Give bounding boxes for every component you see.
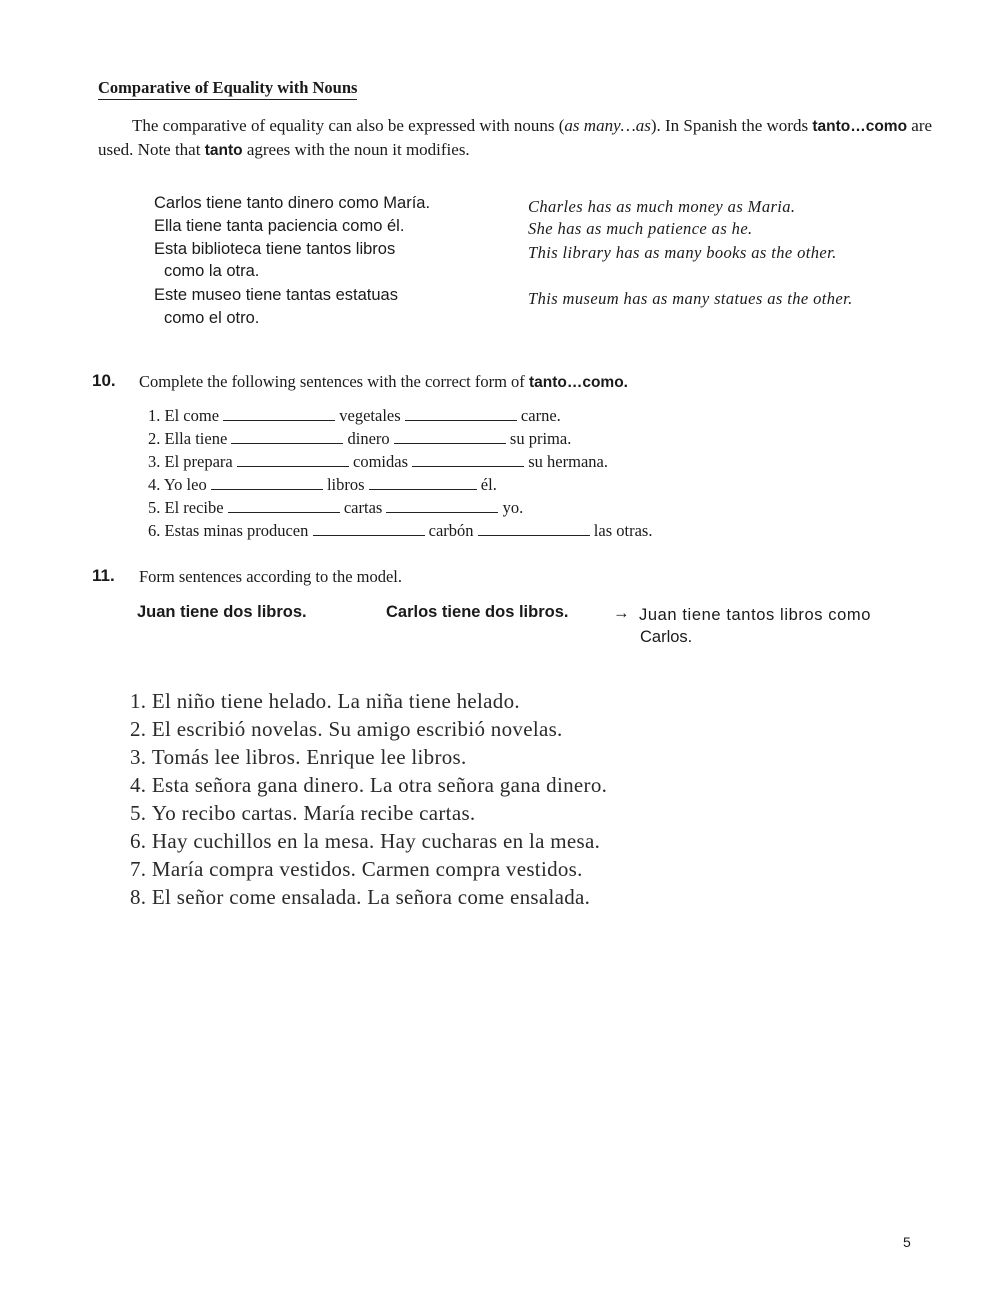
fill-item-4 bbox=[148, 475, 497, 495]
answer-blank[interactable] bbox=[313, 523, 425, 536]
example-es-1: Carlos tiene tanto dinero como María. bbox=[154, 194, 431, 212]
sentence-item-4 bbox=[130, 773, 607, 798]
section-heading: Comparative of Equality with Nouns bbox=[98, 78, 357, 100]
example-en-2: She has as much patience as he. bbox=[528, 219, 753, 238]
sentence-item-6 bbox=[130, 829, 600, 854]
exercise-10-instruction-text: Complete the following sentences with the correct form of bbox=[139, 372, 529, 391]
item-part-c: su prima. bbox=[509, 429, 572, 448]
intro-text-3: are used. Note that bbox=[98, 116, 933, 159]
fill-item-3 bbox=[148, 452, 608, 472]
item-number: 2. bbox=[130, 717, 147, 741]
item-number: 6. bbox=[130, 829, 147, 853]
answer-blank[interactable] bbox=[412, 454, 524, 467]
item-part-c: él. bbox=[480, 475, 497, 494]
exercise-10-keyword: tanto…como. bbox=[528, 374, 628, 391]
item-text: El escribió novelas. Su amigo escribió novelas. bbox=[151, 717, 563, 741]
answer-blank[interactable] bbox=[369, 477, 477, 490]
item-text: Esta señora gana dinero. La otra señora gana dinero. bbox=[151, 773, 608, 797]
intro-text-1: The comparative of equality can also be expressed with nouns ( bbox=[132, 116, 565, 135]
item-number: 6. bbox=[148, 521, 161, 540]
item-part-b: cartas bbox=[343, 498, 383, 517]
sentence-item-5 bbox=[130, 801, 475, 826]
sentence-item-8 bbox=[130, 885, 590, 910]
item-number: 4. bbox=[148, 475, 161, 494]
answer-blank[interactable] bbox=[394, 431, 506, 444]
example-es-2: Ella tiene tanta paciencia como él. bbox=[154, 217, 405, 235]
answer-blank[interactable] bbox=[223, 408, 335, 421]
item-text: María compra vestidos. Carmen compra vestidos. bbox=[151, 857, 583, 881]
answer-blank[interactable] bbox=[386, 500, 498, 513]
fill-item-6 bbox=[148, 521, 652, 541]
fill-item-2 bbox=[148, 429, 571, 449]
intro-text-2: ). In Spanish the words bbox=[650, 116, 813, 135]
exercise-10-instruction bbox=[139, 372, 628, 392]
item-text: Tomás lee libros. Enrique lee libros. bbox=[151, 745, 467, 769]
answer-blank[interactable] bbox=[231, 431, 343, 444]
item-part-a: El recibe bbox=[164, 498, 224, 517]
exercise-11-instruction: Form sentences according to the model. bbox=[139, 567, 403, 586]
item-part-b: dinero bbox=[347, 429, 390, 448]
example-en-1: Charles has as much money as Maria. bbox=[528, 197, 796, 216]
item-part-a: Ella tiene bbox=[164, 429, 228, 448]
item-part-a: Estas minas producen bbox=[164, 521, 309, 540]
example-es-4-cont: como el otro. bbox=[164, 309, 260, 327]
item-part-b: comidas bbox=[353, 452, 408, 471]
item-number: 2. bbox=[148, 429, 161, 448]
answer-blank[interactable] bbox=[405, 408, 517, 421]
item-number: 7. bbox=[130, 857, 147, 881]
item-number: 5. bbox=[130, 801, 147, 825]
item-part-a: El come bbox=[164, 406, 220, 425]
model-sentence-b: Carlos tiene dos libros. bbox=[386, 603, 569, 621]
item-number: 1. bbox=[130, 689, 147, 713]
exercise-11-number: 11. bbox=[92, 566, 115, 585]
sentence-item-1 bbox=[130, 689, 520, 714]
example-es-3-cont: como la otra. bbox=[164, 262, 260, 280]
item-text: Yo recibo cartas. María recibe cartas. bbox=[151, 801, 476, 825]
item-number: 5. bbox=[148, 498, 161, 517]
exercise-10-number: 10. bbox=[92, 371, 116, 390]
intro-text-4: agrees with the noun it modifies. bbox=[242, 140, 470, 159]
example-en-4: This museum has as many statues as the other. bbox=[528, 289, 853, 308]
item-part-c: las otras. bbox=[593, 521, 653, 540]
model-answer: Juan tiene tantos libros como bbox=[639, 606, 872, 624]
item-number: 3. bbox=[148, 452, 161, 471]
model-sentence-a: Juan tiene dos libros. bbox=[137, 603, 307, 621]
item-number: 4. bbox=[130, 773, 147, 797]
example-es-4: Este museo tiene tantas estatuas bbox=[154, 286, 398, 304]
item-part-b: libros bbox=[326, 475, 365, 494]
item-part-c: carne. bbox=[520, 406, 561, 425]
item-text: El niño tiene helado. La niña tiene helado. bbox=[151, 689, 520, 713]
model-answer-cont: Carlos. bbox=[640, 628, 693, 646]
item-part-c: su hermana. bbox=[528, 452, 608, 471]
item-part-c: yo. bbox=[502, 498, 524, 517]
item-part-b: carbón bbox=[428, 521, 474, 540]
fill-item-1 bbox=[148, 406, 561, 426]
page-number: 5 bbox=[903, 1234, 911, 1250]
item-part-b: vegetales bbox=[339, 406, 401, 425]
item-number: 3. bbox=[130, 745, 147, 769]
answer-blank[interactable] bbox=[478, 523, 590, 536]
item-part-a: El prepara bbox=[164, 452, 233, 471]
item-text: Hay cuchillos en la mesa. Hay cucharas en la mesa. bbox=[151, 829, 601, 853]
fill-item-5 bbox=[148, 498, 523, 518]
sentence-item-7 bbox=[130, 857, 583, 882]
example-es-3: Esta biblioteca tiene tantos libros bbox=[154, 240, 396, 258]
sentence-item-3 bbox=[130, 745, 467, 770]
example-en-3: This library has as many books as the other. bbox=[528, 243, 837, 262]
arrow-icon: → bbox=[613, 604, 630, 622]
item-number: 8. bbox=[130, 885, 147, 909]
intro-italic: as many…as bbox=[564, 116, 651, 135]
item-text: El señor come ensalada. La señora come ensalada. bbox=[151, 885, 591, 909]
item-part-a: Yo leo bbox=[163, 475, 207, 494]
answer-blank[interactable] bbox=[211, 477, 323, 490]
answer-blank[interactable] bbox=[237, 454, 349, 467]
answer-blank[interactable] bbox=[228, 500, 340, 513]
intro-keyword-tanto-como: tanto…como bbox=[812, 118, 908, 135]
item-number: 1. bbox=[148, 406, 161, 425]
sentence-item-2 bbox=[130, 717, 563, 742]
intro-keyword-tanto: tanto bbox=[204, 142, 243, 159]
intro-paragraph bbox=[98, 114, 938, 162]
